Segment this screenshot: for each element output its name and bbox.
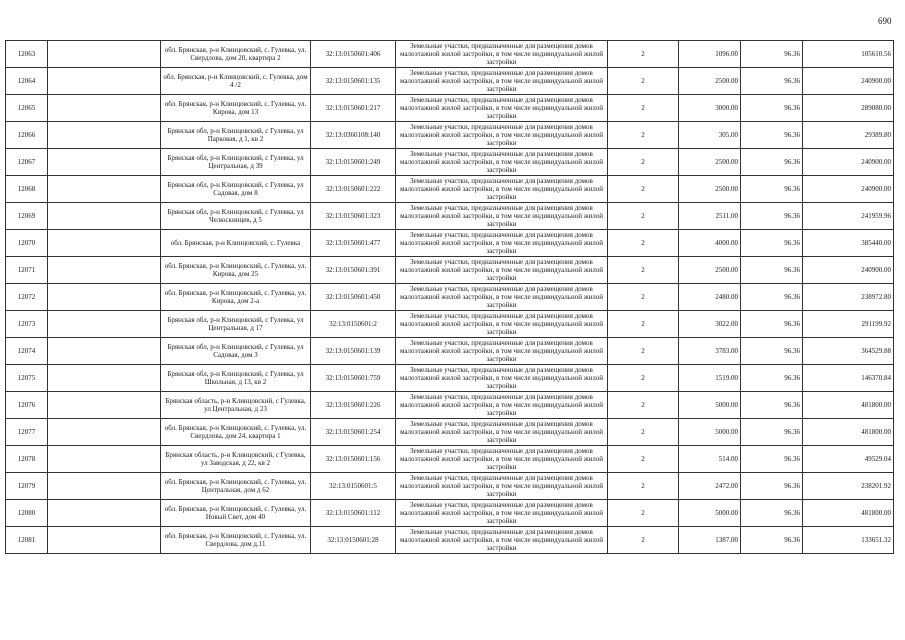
table-row	[6, 230, 894, 257]
specific-value-cell: 96.36	[741, 203, 803, 230]
specific-value-cell: 96.36	[741, 419, 803, 446]
address-cell: Брянская обл, р-н Клинцовский, с Гулевка, ул Центральная, д 39	[161, 149, 311, 176]
cadastral-number-cell: 32:13:0150601:391	[311, 257, 396, 284]
row-number-cell: 12067	[6, 149, 48, 176]
table-row	[6, 500, 894, 527]
specific-value-cell: 96.36	[741, 527, 803, 554]
cadastral-number-cell: 32:13:0150601:254	[311, 419, 396, 446]
group-cell: 2	[608, 176, 679, 203]
blank-cell	[48, 68, 161, 95]
specific-value-cell: 96.36	[741, 257, 803, 284]
land-category-cell: Земельные участки, предназначенные для размещения домов малоэтажной жилой застройки, в том числе индивидуальной жилой застройки	[396, 338, 608, 365]
row-number-cell: 12075	[6, 365, 48, 392]
address-cell: обл. Брянская, р-н Клинцовский, с. Гулевка, ул. Центральная, дом д 62	[161, 473, 311, 500]
row-number-cell: 12071	[6, 257, 48, 284]
row-number-cell: 12076	[6, 392, 48, 419]
address-cell: обл. Брянская, р-н Клинцовский, с. Гулевка, ул. Кирова, дом 2-а	[161, 284, 311, 311]
land-category-cell: Земельные участки, предназначенные для размещения домов малоэтажной жилой застройки, в том числе индивидуальной жилой застройки	[396, 284, 608, 311]
cadastral-value-cell: 481800.00	[803, 500, 894, 527]
area-cell: 1519.00	[679, 365, 741, 392]
blank-cell	[48, 527, 161, 554]
land-category-cell: Земельные участки, предназначенные для размещения домов малоэтажной жилой застройки, в том числе индивидуальной жилой застройки	[396, 230, 608, 257]
group-cell: 2	[608, 446, 679, 473]
land-category-cell: Земельные участки, предназначенные для размещения домов малоэтажной жилой застройки, в том числе индивидуальной жилой застройки	[396, 500, 608, 527]
table-body	[6, 41, 894, 554]
specific-value-cell: 96.36	[741, 392, 803, 419]
group-cell: 2	[608, 419, 679, 446]
table-row	[6, 419, 894, 446]
cadastral-value-cell: 481800.00	[803, 419, 894, 446]
table-row	[6, 527, 894, 554]
row-number-cell: 12065	[6, 95, 48, 122]
group-cell: 2	[608, 149, 679, 176]
area-cell: 4000.00	[679, 230, 741, 257]
row-number-cell: 12063	[6, 41, 48, 68]
blank-cell	[48, 473, 161, 500]
area-cell: 2480.00	[679, 284, 741, 311]
address-cell: Брянская обл, р-н Клинцовский, с Гулевка, ул Челюскинцев, д 5	[161, 203, 311, 230]
land-category-cell: Земельные участки, предназначенные для размещения домов малоэтажной жилой застройки, в том числе индивидуальной жилой застройки	[396, 149, 608, 176]
cadastral-number-cell: 32:13:0150601:5	[311, 473, 396, 500]
land-category-cell: Земельные участки, предназначенные для размещения домов малоэтажной жилой застройки, в том числе индивидуальной жилой застройки	[396, 527, 608, 554]
cadastral-number-cell: 32:13:0150601:759	[311, 365, 396, 392]
cadastral-number-cell: 32:13:0150601:323	[311, 203, 396, 230]
table-row	[6, 365, 894, 392]
blank-cell	[48, 122, 161, 149]
blank-cell	[48, 500, 161, 527]
table-row	[6, 284, 894, 311]
table-row	[6, 257, 894, 284]
land-category-cell: Земельные участки, предназначенные для размещения домов малоэтажной жилой застройки, в том числе индивидуальной жилой застройки	[396, 419, 608, 446]
row-number-cell: 12080	[6, 500, 48, 527]
blank-cell	[48, 311, 161, 338]
row-number-cell: 12072	[6, 284, 48, 311]
land-category-cell: Земельные участки, предназначенные для размещения домов малоэтажной жилой застройки, в том числе индивидуальной жилой застройки	[396, 473, 608, 500]
area-cell: 305.00	[679, 122, 741, 149]
cadastral-number-cell: 32:13:0150601:477	[311, 230, 396, 257]
area-cell: 5000.00	[679, 419, 741, 446]
row-number-cell: 12066	[6, 122, 48, 149]
cadastral-value-cell: 105610.56	[803, 41, 894, 68]
cadastral-value-cell: 240900.00	[803, 176, 894, 203]
cadastral-number-cell: 32:13:0150601:217	[311, 95, 396, 122]
specific-value-cell: 96.36	[741, 95, 803, 122]
blank-cell	[48, 176, 161, 203]
cadastral-value-cell: 291199.92	[803, 311, 894, 338]
blank-cell	[48, 419, 161, 446]
specific-value-cell: 96.36	[741, 149, 803, 176]
group-cell: 2	[608, 41, 679, 68]
group-cell: 2	[608, 473, 679, 500]
specific-value-cell: 96.36	[741, 230, 803, 257]
cadastral-number-cell: 32:13:0150601:406	[311, 41, 396, 68]
area-cell: 2500.00	[679, 68, 741, 95]
group-cell: 2	[608, 500, 679, 527]
row-number-cell: 12079	[6, 473, 48, 500]
land-category-cell: Земельные участки, предназначенные для размещения домов малоэтажной жилой застройки, в том числе индивидуальной жилой застройки	[396, 68, 608, 95]
cadastral-value-cell: 240900.00	[803, 257, 894, 284]
table-row	[6, 338, 894, 365]
table-row	[6, 149, 894, 176]
cadastral-value-cell: 49529.04	[803, 446, 894, 473]
address-cell: Брянская обл, р-н Клинцовский, с Гулевка, ул Центральная, д 17	[161, 311, 311, 338]
blank-cell	[48, 446, 161, 473]
group-cell: 2	[608, 68, 679, 95]
group-cell: 2	[608, 311, 679, 338]
cadastral-value-cell: 364529.88	[803, 338, 894, 365]
table-row	[6, 95, 894, 122]
address-cell: обл. Брянская, р-н Клинцовский, с. Гулевка, дом 4 /2	[161, 68, 311, 95]
blank-cell	[48, 338, 161, 365]
row-number-cell: 12064	[6, 68, 48, 95]
blank-cell	[48, 95, 161, 122]
group-cell: 2	[608, 392, 679, 419]
address-cell: обл. Брянская, р-н Клинцовский, с. Гулевка, ул. Свердлова, дом 24, квартира 1	[161, 419, 311, 446]
group-cell: 2	[608, 203, 679, 230]
cadastral-value-cell: 238201.92	[803, 473, 894, 500]
group-cell: 2	[608, 230, 679, 257]
table-row	[6, 41, 894, 68]
blank-cell	[48, 41, 161, 68]
cadastral-value-cell: 29389.80	[803, 122, 894, 149]
land-category-cell: Земельные участки, предназначенные для размещения домов малоэтажной жилой застройки, в том числе индивидуальной жилой застройки	[396, 95, 608, 122]
row-number-cell: 12073	[6, 311, 48, 338]
specific-value-cell: 96.36	[741, 68, 803, 95]
address-cell: обл. Брянская, р-н Клинцовский, с. Гулевка, ул. Кирова, дом 25	[161, 257, 311, 284]
land-category-cell: Земельные участки, предназначенные для размещения домов малоэтажной жилой застройки, в том числе индивидуальной жилой застройки	[396, 122, 608, 149]
specific-value-cell: 96.36	[741, 338, 803, 365]
cadastral-value-cell: 133651.32	[803, 527, 894, 554]
table-row	[6, 122, 894, 149]
cadastral-number-cell: 32:13:0150601:156	[311, 446, 396, 473]
group-cell: 2	[608, 122, 679, 149]
land-category-cell: Земельные участки, предназначенные для размещения домов малоэтажной жилой застройки, в том числе индивидуальной жилой застройки	[396, 203, 608, 230]
row-number-cell: 12068	[6, 176, 48, 203]
row-number-cell: 12081	[6, 527, 48, 554]
area-cell: 2500.00	[679, 257, 741, 284]
row-number-cell: 12078	[6, 446, 48, 473]
row-number-cell: 12070	[6, 230, 48, 257]
address-cell: обл. Брянская, р-н Клинцовский, с. Гулевка, ул. Кирова, дом 13	[161, 95, 311, 122]
area-cell: 3022.00	[679, 311, 741, 338]
area-cell: 5000.00	[679, 500, 741, 527]
group-cell: 2	[608, 284, 679, 311]
blank-cell	[48, 203, 161, 230]
land-category-cell: Земельные участки, предназначенные для размещения домов малоэтажной жилой застройки, в том числе индивидуальной жилой застройки	[396, 392, 608, 419]
address-cell: обл. Брянская, р-н Клинцовский, с. Гулевка, ул. Свердлова, дом д.11	[161, 527, 311, 554]
area-cell: 514.00	[679, 446, 741, 473]
cadastral-value-cell: 481800.00	[803, 392, 894, 419]
group-cell: 2	[608, 257, 679, 284]
group-cell: 2	[608, 527, 679, 554]
address-cell: обл. Брянская, р-н Клинцовский, с. Гулевка, ул. Новый Свет, дом 40	[161, 500, 311, 527]
cadastral-number-cell: 32:13:0150601:226	[311, 392, 396, 419]
address-cell: Брянская область, р-н Клинцовский, с Гулевка, ул Заводская, д 22, кв 2	[161, 446, 311, 473]
table-row	[6, 203, 894, 230]
blank-cell	[48, 257, 161, 284]
blank-cell	[48, 230, 161, 257]
specific-value-cell: 96.36	[741, 446, 803, 473]
area-cell: 1387.00	[679, 527, 741, 554]
cadastral-value-cell: 146370.84	[803, 365, 894, 392]
address-cell: Брянская обл, р-н Клинцовский, с Гулевка, ул Садовая, дом 8	[161, 176, 311, 203]
page-number: 690	[878, 16, 892, 26]
cadastral-number-cell: 32:13:0150601:139	[311, 338, 396, 365]
row-number-cell: 12077	[6, 419, 48, 446]
specific-value-cell: 96.36	[741, 41, 803, 68]
cadastral-number-cell: 32:13:0360108:140	[311, 122, 396, 149]
specific-value-cell: 96.36	[741, 473, 803, 500]
cadastral-number-cell: 32:13:0150601:135	[311, 68, 396, 95]
table-row	[6, 68, 894, 95]
cadastral-value-cell: 241959.96	[803, 203, 894, 230]
address-cell: Брянская область, р-н Клинцовский, с Гулевка, ул Центральная, д 23	[161, 392, 311, 419]
row-number-cell: 12069	[6, 203, 48, 230]
address-cell: обл. Брянская, р-н Клинцовский, с. Гулевка, ул. Свердлова, дом 20, квартира 2	[161, 41, 311, 68]
area-cell: 5000.00	[679, 392, 741, 419]
land-category-cell: Земельные участки, предназначенные для размещения домов малоэтажной жилой застройки, в том числе индивидуальной жилой застройки	[396, 365, 608, 392]
land-category-cell: Земельные участки, предназначенные для размещения домов малоэтажной жилой застройки, в том числе индивидуальной жилой застройки	[396, 311, 608, 338]
land-category-cell: Земельные участки, предназначенные для размещения домов малоэтажной жилой застройки, в том числе индивидуальной жилой застройки	[396, 446, 608, 473]
area-cell: 1096.00	[679, 41, 741, 68]
cadastral-value-cell: 240900.00	[803, 68, 894, 95]
group-cell: 2	[608, 365, 679, 392]
cadastral-value-cell: 385440.00	[803, 230, 894, 257]
table-row	[6, 473, 894, 500]
specific-value-cell: 96.36	[741, 500, 803, 527]
specific-value-cell: 96.36	[741, 311, 803, 338]
land-category-cell: Земельные участки, предназначенные для размещения домов малоэтажной жилой застройки, в том числе индивидуальной жилой застройки	[396, 257, 608, 284]
area-cell: 2511.00	[679, 203, 741, 230]
area-cell: 2472.00	[679, 473, 741, 500]
specific-value-cell: 96.36	[741, 365, 803, 392]
specific-value-cell: 96.36	[741, 176, 803, 203]
address-cell: Брянская обл, р-н Клинцовский, с Гулевка, ул Школьная, д 13, кв 2	[161, 365, 311, 392]
area-cell: 2500.00	[679, 149, 741, 176]
table-row	[6, 176, 894, 203]
address-cell: Брянская обл, р-н Клинцовский, с Гулевка, ул Садовая, дом 3	[161, 338, 311, 365]
cadastral-number-cell: 32:13:0150601:112	[311, 500, 396, 527]
blank-cell	[48, 284, 161, 311]
specific-value-cell: 96.36	[741, 122, 803, 149]
land-plots-table	[5, 40, 894, 554]
blank-cell	[48, 392, 161, 419]
specific-value-cell: 96.36	[741, 284, 803, 311]
area-cell: 3000.00	[679, 95, 741, 122]
row-number-cell: 12074	[6, 338, 48, 365]
area-cell: 3783.00	[679, 338, 741, 365]
land-category-cell: Земельные участки, предназначенные для размещения домов малоэтажной жилой застройки, в том числе индивидуальной жилой застройки	[396, 176, 608, 203]
area-cell: 2500.00	[679, 176, 741, 203]
address-cell: Брянская обл, р-н Клинцовский, с Гулевка, ул Парковая, д 1, кв 2	[161, 122, 311, 149]
cadastral-number-cell: 32:13:0150601:28	[311, 527, 396, 554]
cadastral-number-cell: 32:13:0150601:222	[311, 176, 396, 203]
cadastral-value-cell: 240900.00	[803, 149, 894, 176]
land-category-cell: Земельные участки, предназначенные для размещения домов малоэтажной жилой застройки, в том числе индивидуальной жилой застройки	[396, 41, 608, 68]
address-cell: обл. Брянская, р-н Клинцовский, с. Гулевка	[161, 230, 311, 257]
table-row	[6, 446, 894, 473]
cadastral-number-cell: 32:13:0150601:450	[311, 284, 396, 311]
group-cell: 2	[608, 95, 679, 122]
blank-cell	[48, 365, 161, 392]
cadastral-number-cell: 32:13:0150601:2	[311, 311, 396, 338]
table-row	[6, 311, 894, 338]
cadastral-value-cell: 238972.80	[803, 284, 894, 311]
table-row	[6, 392, 894, 419]
cadastral-value-cell: 289080.00	[803, 95, 894, 122]
cadastral-number-cell: 32:13:0150601:249	[311, 149, 396, 176]
group-cell: 2	[608, 338, 679, 365]
blank-cell	[48, 149, 161, 176]
